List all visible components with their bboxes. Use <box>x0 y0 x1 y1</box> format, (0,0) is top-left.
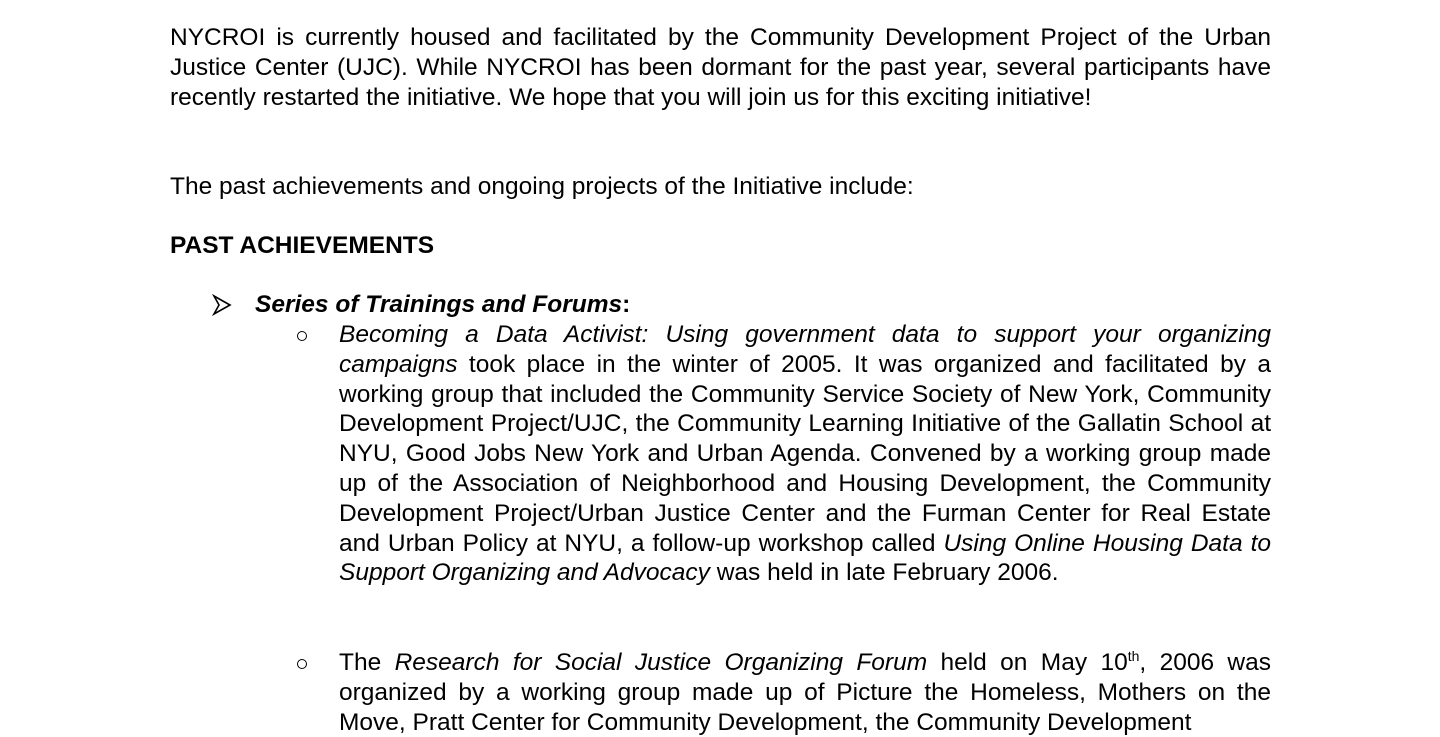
sub-item-research-forum <box>339 648 1271 737</box>
sub-item-title: Research for Social Justice Organizing Forum <box>394 649 928 676</box>
workshop-title: Using Online Housing Data to Support Organizing and Advocacy <box>339 529 1271 587</box>
circle-bullet-icon <box>297 659 307 669</box>
sub-item-text-end: , 2006 was organized by a working group made up of Picture the Homeless, Mothers on the Move, Pratt Center for Community Development, the Community Development <box>339 649 1272 736</box>
sub-item-title: Becoming a Data Activist: Using government data to support your organizing campaigns <box>339 321 1271 378</box>
intro-paragraph: NYCROI is currently housed and facilitated by the Community Development Project of the Urban Justice Center (UJC). While NYCROI has been dormant for the past year, several participants have recently restarted the initiative. We hope that you will join us for this exciting initiative! <box>170 24 1271 111</box>
sub-item-prefix: The <box>339 649 395 676</box>
sub-item-text-end: was held in late February 2006. <box>709 559 1059 587</box>
bullet-item <box>213 290 1271 320</box>
section-heading: PAST ACHIEVEMENTS <box>170 232 435 259</box>
lead-sentence: The past achievements and ongoing projects of the Initiative include: <box>170 173 914 200</box>
sub-item-text: took place in the winter of 2005. It was organized and facilitated by a working group that included the Community Service Society of New York, Community Development Project/UJC, the Community Learning Initiative of the Gallatin School at NYU, Good Jobs New York and Urban Agenda. Convened by a working group made up of the Association of Neighborhood and Housing Development, the Community Development Project/Urban Justice Center and the Furman Center for Real Estate and Urban Policy at NYU, a follow-up workshop called <box>339 350 1271 557</box>
arrowhead-bullet-icon <box>213 294 231 316</box>
ordinal-superscript: th <box>1127 648 1140 664</box>
circle-bullet-icon <box>297 331 307 341</box>
bullet-colon: : <box>622 291 631 318</box>
bullet-title <box>255 290 630 320</box>
sub-item-data-activist <box>339 320 1271 588</box>
bullet-title-text: Series of Trainings and Forums <box>255 291 623 318</box>
sub-item-text: held on May 10 <box>927 649 1128 676</box>
